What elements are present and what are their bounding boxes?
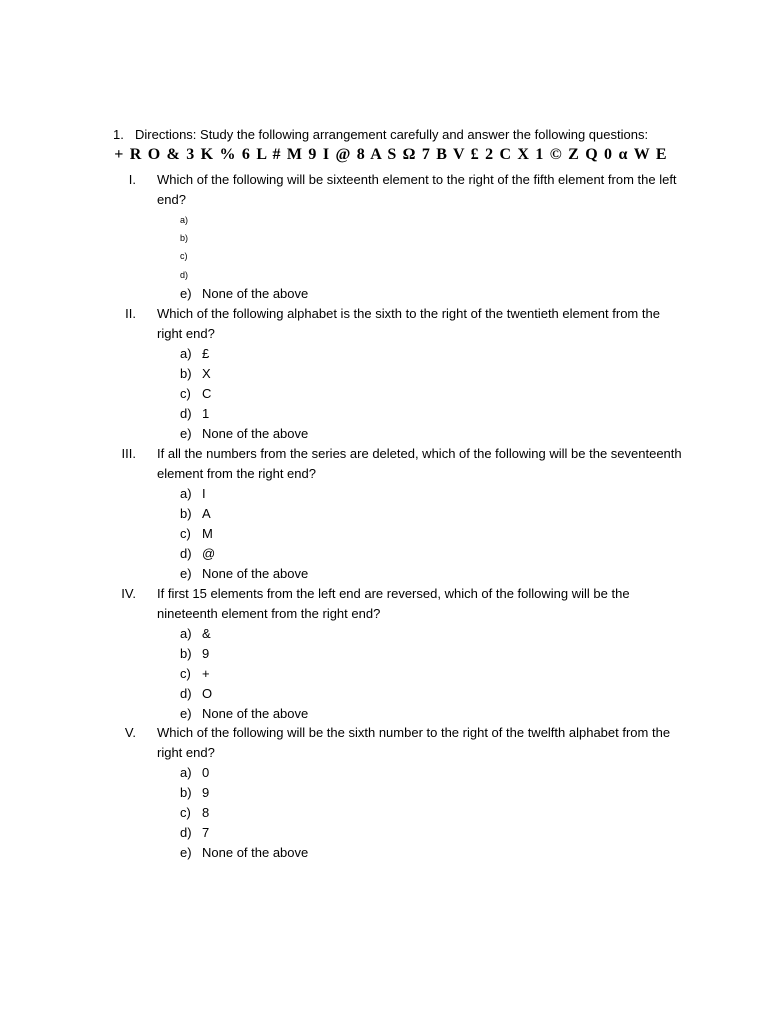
option-letter: b) [180,785,192,800]
option-text: None of the above [202,845,309,860]
element-sequence: + R O & 3 K % 6 L # M 9 I @ 8 A S Ω 7 B V £ 2 C X 1 © Z Q 0 α W E [114,146,668,163]
question-text: If first 15 elements from the left end are reversed, which of the following will be the nineteenth element from the right end? [157,586,630,621]
option-letter: b) [180,646,192,661]
question-numeral: V. [124,725,136,740]
option-e [180,424,308,444]
question-number: 1. [113,127,124,142]
option-letter: a) [180,215,189,225]
option-text: @ [202,546,216,561]
option-a [180,344,209,364]
option-letter: e) [180,286,192,301]
option-text: None of the above [202,426,309,441]
option-text: 9 [202,785,210,800]
option-text: None of the above [202,706,309,721]
option-letter: d) [180,825,192,840]
option-letter: d) [180,686,192,701]
option-a [180,484,206,504]
option-text: 9 [202,646,210,661]
option-text: M [202,526,213,541]
option-letter: c) [180,386,191,401]
option-c [180,384,211,404]
option-letter: a) [180,346,192,361]
option-d [180,404,209,424]
option-letter: c) [180,805,191,820]
question-numeral: II. [125,306,136,321]
option-letter: d) [180,546,192,561]
option-b [180,229,202,247]
option-e [180,843,308,863]
directions-line [113,126,648,144]
option-text: & [202,626,211,641]
option-text: None of the above [202,566,309,581]
option-b [180,504,211,524]
question-text: If all the numbers from the series are deleted, which of the following will be the seventeenth element from the right end? [157,446,682,481]
option-letter: a) [180,765,192,780]
option-text: None of the above [202,286,309,301]
option-e [180,284,308,304]
option-letter: b) [180,366,192,381]
option-text: + [202,666,210,681]
option-text: A [202,506,211,521]
option-letter: c) [180,251,188,261]
option-letter: b) [180,233,189,243]
option-b [180,364,211,384]
question-numeral: IV. [121,586,136,601]
option-text: I [202,486,206,501]
option-c [180,664,210,684]
question-numeral: III. [121,446,136,461]
option-letter: a) [180,486,192,501]
option-letter: e) [180,426,192,441]
option-e [180,564,308,584]
option-text: £ [202,346,210,361]
option-text: 7 [202,825,210,840]
option-letter: e) [180,845,192,860]
question-text: Which of the following will be sixteenth element to the right of the fifth element from the left end? [157,172,677,207]
option-c [180,803,209,823]
option-b [180,644,209,664]
option-c [180,247,202,265]
option-a [180,624,211,644]
option-letter: e) [180,566,192,581]
option-letter: a) [180,626,192,641]
option-c [180,524,213,544]
option-text: 8 [202,805,210,820]
option-e [180,704,308,724]
option-a [180,763,209,783]
question-numeral: I. [128,172,136,187]
option-d [180,684,212,704]
option-text: O [202,686,213,701]
question-text: Which of the following will be the sixth number to the right of the twelfth alphabet from the right end? [157,725,671,760]
directions-text: Directions: Study the following arrangement carefully and answer the following questions: [135,127,649,142]
option-text: X [202,366,211,381]
option-text: 1 [202,406,210,421]
option-letter: d) [180,406,192,421]
option-d [180,544,215,564]
option-a [180,211,202,229]
option-letter: c) [180,526,191,541]
option-letter: e) [180,706,192,721]
option-letter: c) [180,666,191,681]
option-letter: d) [180,270,189,280]
option-b [180,783,209,803]
option-d [180,266,202,284]
option-text: 0 [202,765,210,780]
option-letter: b) [180,506,192,521]
option-d [180,823,209,843]
question-text: Which of the following alphabet is the sixth to the right of the twentieth element from the right end? [157,306,660,341]
option-text: C [202,386,212,401]
